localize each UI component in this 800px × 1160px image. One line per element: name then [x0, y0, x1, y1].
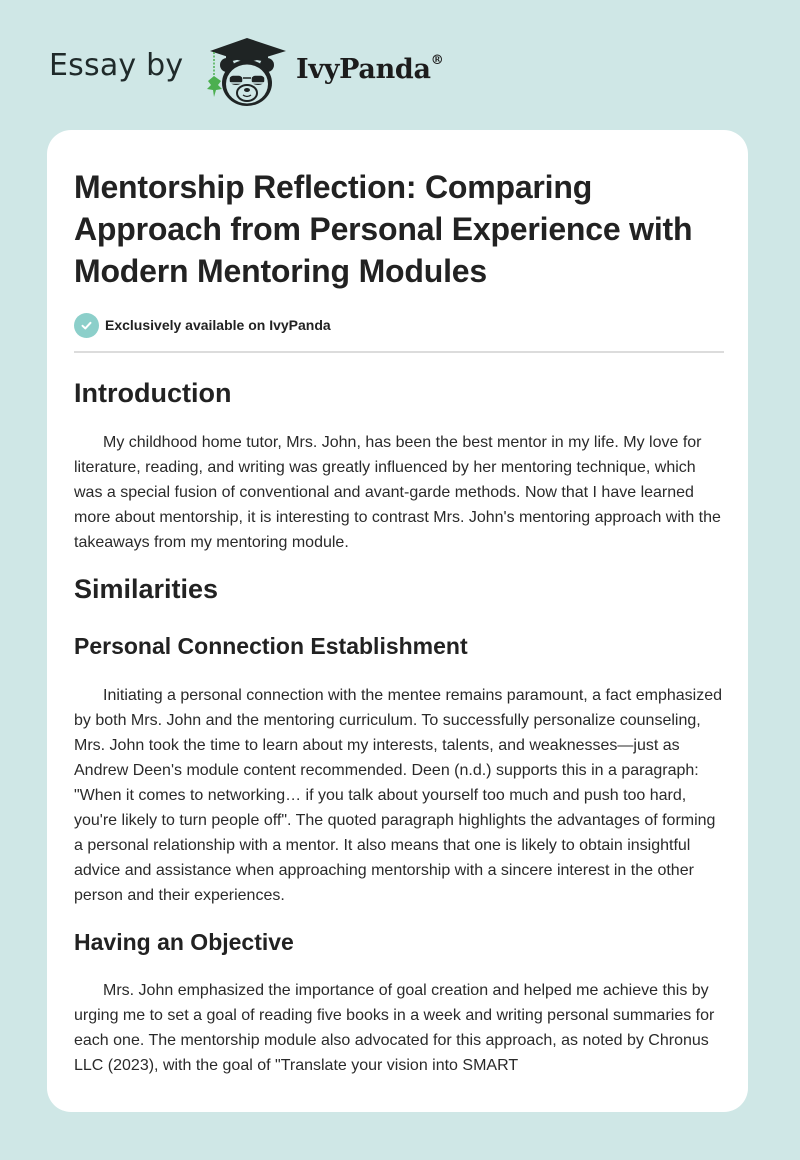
paragraph-having-objective: Mrs. John emphasized the importance of goal creation and helped me achieve this by urging me to set a goal of reading five books in a week and writing personal summaries for each one. The mentorship module also advocated for this approach, as noted by Chronus LLC (2023), with the goal of "Translate your vision into SMART: [74, 982, 715, 1074]
divider: [74, 351, 724, 353]
subsection-heading-having-objective: Having an Objective: [74, 929, 294, 955]
essay-card: [47, 130, 748, 1112]
essay-content: [74, 166, 724, 1078]
essay-by-label: Essay by: [49, 48, 184, 83]
exclusive-badge: [74, 312, 724, 338]
registered-mark: ®: [430, 53, 444, 68]
brand-name[interactable]: IvyPanda®: [296, 53, 444, 85]
section-heading-introduction: Introduction: [74, 378, 232, 408]
check-circle-icon: [74, 313, 99, 338]
subsection-heading-personal-connection: Personal Connection Establishment: [74, 633, 468, 659]
paragraph-introduction: My childhood home tutor, Mrs. John, has been the best mentor in my life. My love for literature, reading, and writing was greatly influenced by her mentoring technique, which was a special fusion of conventional and avant-garde methods. Now that I have learned more about mentorship, it is interesting to contrast Mrs. John's mentoring approach with the takeaways from my mentoring module.: [74, 434, 721, 551]
section-heading-similarities: Similarities: [74, 574, 219, 604]
essay-title: Mentorship Reflection: Comparing Approach from Personal Experience with Modern Mentoring Modules: [74, 169, 693, 289]
ivypanda-logo-icon[interactable]: [202, 35, 292, 110]
exclusive-label: Exclusively available on IvyPanda: [105, 317, 331, 333]
paragraph-personal-connection: Initiating a personal connection with the mentee remains paramount, a fact emphasized by both Mrs. John and the mentoring curriculum. To successfully personalize counseling, Mrs. John took the time to learn about my interests, talents, and weaknesses—just as Andrew Deen's module content recommended. Deen (n.d.) supports this in a paragraph: "When it comes to networking… if you talk about yourself too much and push too hard, you're likely to turn people off". The quoted paragraph highlights the advantages of forming a personal relationship with a mentor. It also means that one is likely to obtain insightful advice and assistance when approaching mentorship with a sincere interest in the other person and their experiences.: [74, 687, 723, 904]
site-header: [0, 0, 800, 130]
